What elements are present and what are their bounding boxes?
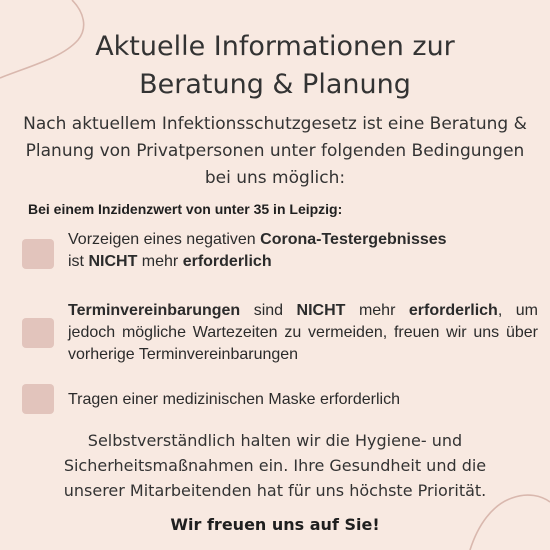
list-item <box>22 384 538 418</box>
list-item <box>22 229 538 277</box>
list-item-text: Tragen einer medizinischen Maske erforderlich <box>68 391 400 408</box>
intro-text <box>10 111 540 192</box>
closing-call-to-action: Wir freuen uns auf Sie! <box>170 515 380 534</box>
condition-heading: Bei einem Inzidenzwert von unter 35 in Leipzig: <box>28 201 343 217</box>
intro-line-3: bei uns möglich: <box>204 168 346 188</box>
checkbox-square <box>22 384 54 414</box>
closing-line-1: Selbstverständlich halten wir die Hygiene- und <box>87 431 463 450</box>
page-title <box>0 28 550 104</box>
title-line-1: Aktuelle Informationen zur <box>95 31 455 62</box>
closing-text <box>20 428 530 503</box>
list-item-text: Terminvereinbarungen sind NICHT mehr erforderlich, um jedoch mögliche Wartezeiten zu vermeiden, freuen wir uns über vorherige Terminvereinbarungen <box>68 302 539 363</box>
title-line-2: Beratung & Planung <box>139 69 411 100</box>
checkbox-square <box>22 239 54 269</box>
list-item-text: Vorzeigen eines negativen Corona-Testergebnisses ist NICHT mehr erforderlich <box>68 231 447 270</box>
intro-line-1: Nach aktuellem Infektionsschutzgesetz ist eine Beratung & <box>23 114 527 134</box>
closing-line-3: unserer Mitarbeitenden hat für uns höchste Priorität. <box>63 481 487 500</box>
list-item <box>22 300 538 370</box>
closing-line-2: Sicherheitsmaßnahmen ein. Ihre Gesundheit und die <box>63 456 487 475</box>
intro-line-2: Planung von Privatpersonen unter folgenden Bedingungen <box>25 141 525 161</box>
checkbox-square <box>22 318 54 348</box>
